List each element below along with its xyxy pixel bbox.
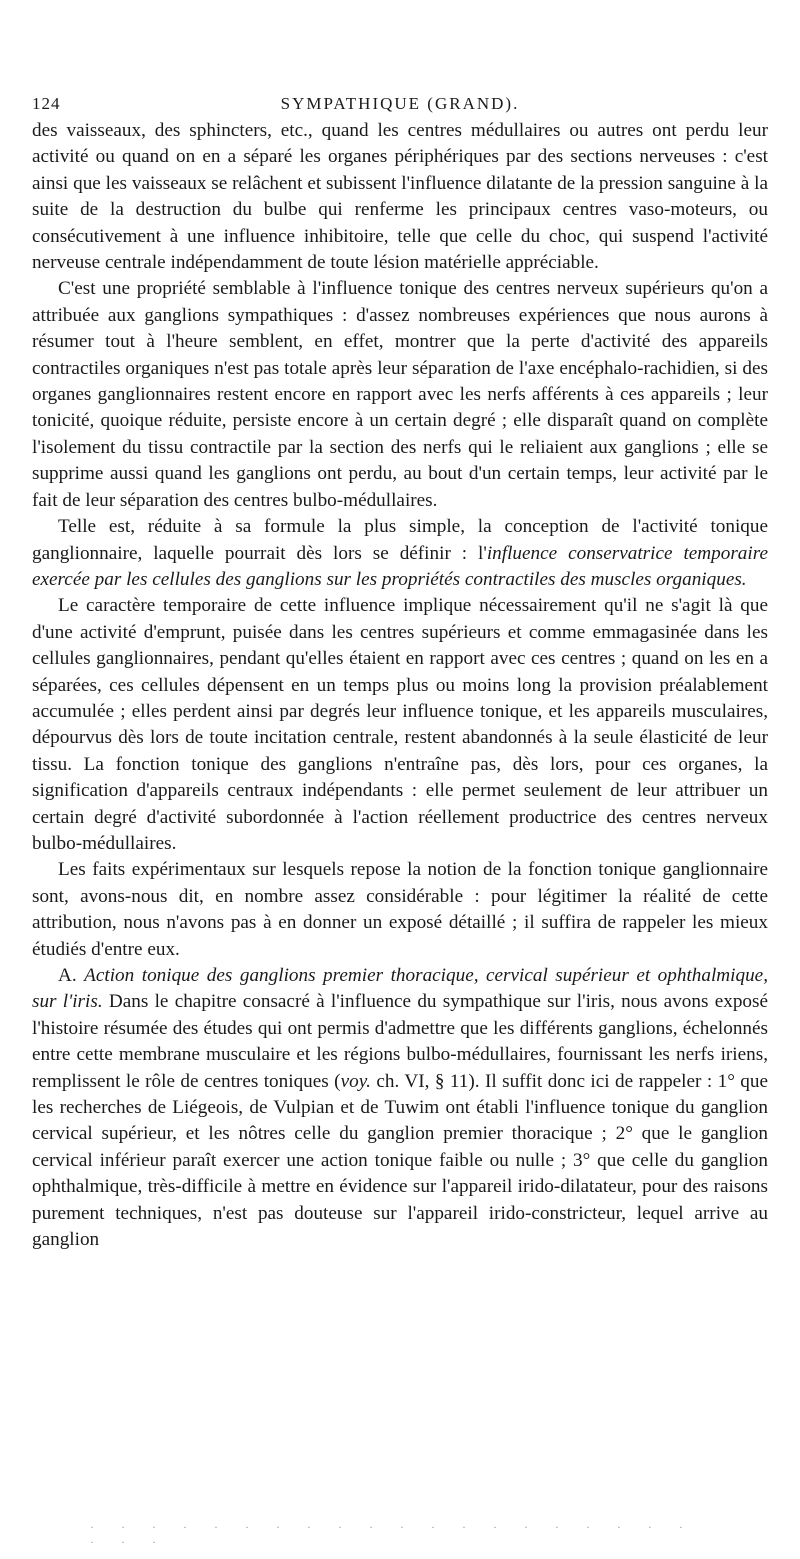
voy-abbreviation: voy. [340, 1070, 371, 1092]
paragraph-6-text: Dans le chapitre consacré à l'influence du sympathique sur l'iris, nous avons exposé l'histoire résumée des études qui ont permis d'admettre que les différents ganglions, échelonnés entre cette membrane musculaire et les régions bulbo-médullaires, fournissant les nerfs iriens, remplissent le rôle de centres toniques ( [32, 991, 768, 1092]
paragraph-5: Les faits expérimentaux sur lesquels repose la notion de la fonction tonique ganglionnaire sont, avons-nous dit, en nombre assez considérable : pour légitimer la réalité de cette attribution, nous n'avons pas à en donner un exposé détaillé ; il suffira de rappeler les mieux étudiés d'entre eux. [32, 859, 768, 960]
scan-dots: · · · · · · · · · · · · · · · · · · · · · · · [90, 1520, 695, 1549]
section-heading-italic: Action tonique des ganglions premier thoracique, cervical supérieur et ophthalmique, sur l'iris. [32, 965, 768, 1013]
running-head [32, 88, 768, 118]
paragraph-4: Le caractère temporaire de cette influence implique nécessairement qu'il ne s'agit là que d'une activité d'emprunt, puisée dans les centres supérieurs et comme emmagasinée dans les cellules ganglionnaires, pendant qu'elles étaient en rapport avec ces centres ; quand on les en a séparées, ces cellules dépensent en un temps plus ou moins long la provision préalablement accumulée ; elles perdent ainsi par degrés leur influence tonique, et les appareils musculaires, dépourvus dès lors de toute incitation centrale, restent abandonnés à la seule élasticité de leur tissu. La fonction tonique des ganglions n'entraîne pas, dès lors, pour ces organes, la signification d'appareils centraux indépendants : elle permet seulement de leur attribuer un certain degré d'activité subordonnée à l'action réellement productrice des centres nerveux bulbo-médullaires. [32, 595, 768, 854]
running-title: SYMPATHIQUE (GRAND). [280, 94, 520, 113]
paragraph-3 [32, 514, 768, 593]
paragraph-6 [32, 963, 768, 1253]
paragraph-2: C'est une propriété semblable à l'influence tonique des centres nerveux supérieurs qu'on a attribuée aux ganglions sympathiques : d'assez nombreuses expériences que nous aurons à résumer tout à l'heure semblent, en effet, montrer que la perte d'activité des appareils contractiles organiques n'est pas totale après leur séparation de l'axe encéphalo-rachidien, si des organes ganglionnaires restent encore en rapport avec les nerfs afférents à ces appareils ; leur tonicité, quoique réduite, persiste encore à un certain degré ; elle disparaît quand on complète l'isolement du tissu contractile par la section des nerfs qui le reliaient aux ganglions ; elle se supprime aussi quand les ganglions ont perdu, au bout d'un certain temps, leur activité par le fait de leur séparation des centres bulbo-médullaires. [32, 278, 768, 511]
section-label: A. [58, 965, 77, 986]
paragraph-6-text-end: ch. VI, § 11). Il suffit donc ici de rappeler : 1° que les recherches de Liégeois, de Vulpian et de Tuwim ont établi l'influence tonique du ganglion cervical supérieur, et les nôtres celle du ganglion premier thoracique ; 2° que le ganglion cervical inférieur paraît exercer une action tonique faible ou nulle ; 3° que celle du ganglion ophthalmique, très-difficile à mettre en évidence sur l'appareil irido-dilatateur, pour des raisons purement techniques, n'est pas douteuse sur l'appareil irido-constricteur, lequel arrive au ganglion [32, 1070, 769, 1251]
book-page [32, 88, 768, 1253]
paragraph-1: des vaisseaux, des sphincters, etc., quand les centres médullaires ou autres ont perdu leur activité ou quand on en a séparé les organes périphériques par des sections nerveuses : c'est ainsi que les vaisseaux se relâchent et subissent l'influence dilatante de la pression sanguine à la suite de la destruction du bulbe qui renferme les principaux centres vaso-moteurs, ou consécutivement à une influence inhibitoire, telle que celle du choc, qui suspend l'activité nerveuse centrale indépendamment de toute lésion matérielle appréciable. [32, 120, 768, 274]
body-text [32, 118, 768, 1253]
definition-italic: influence conservatrice temporaire exercée par les cellules des ganglions sur les propriétés contractiles des muscles organiques. [32, 542, 768, 590]
paragraph-3-text: Telle est, réduite à sa formule la plus simple, la conception de l'activité tonique ganglionnaire, laquelle pourrait dès lors se définir : l' [32, 516, 768, 564]
page-number: 124 [32, 94, 61, 113]
